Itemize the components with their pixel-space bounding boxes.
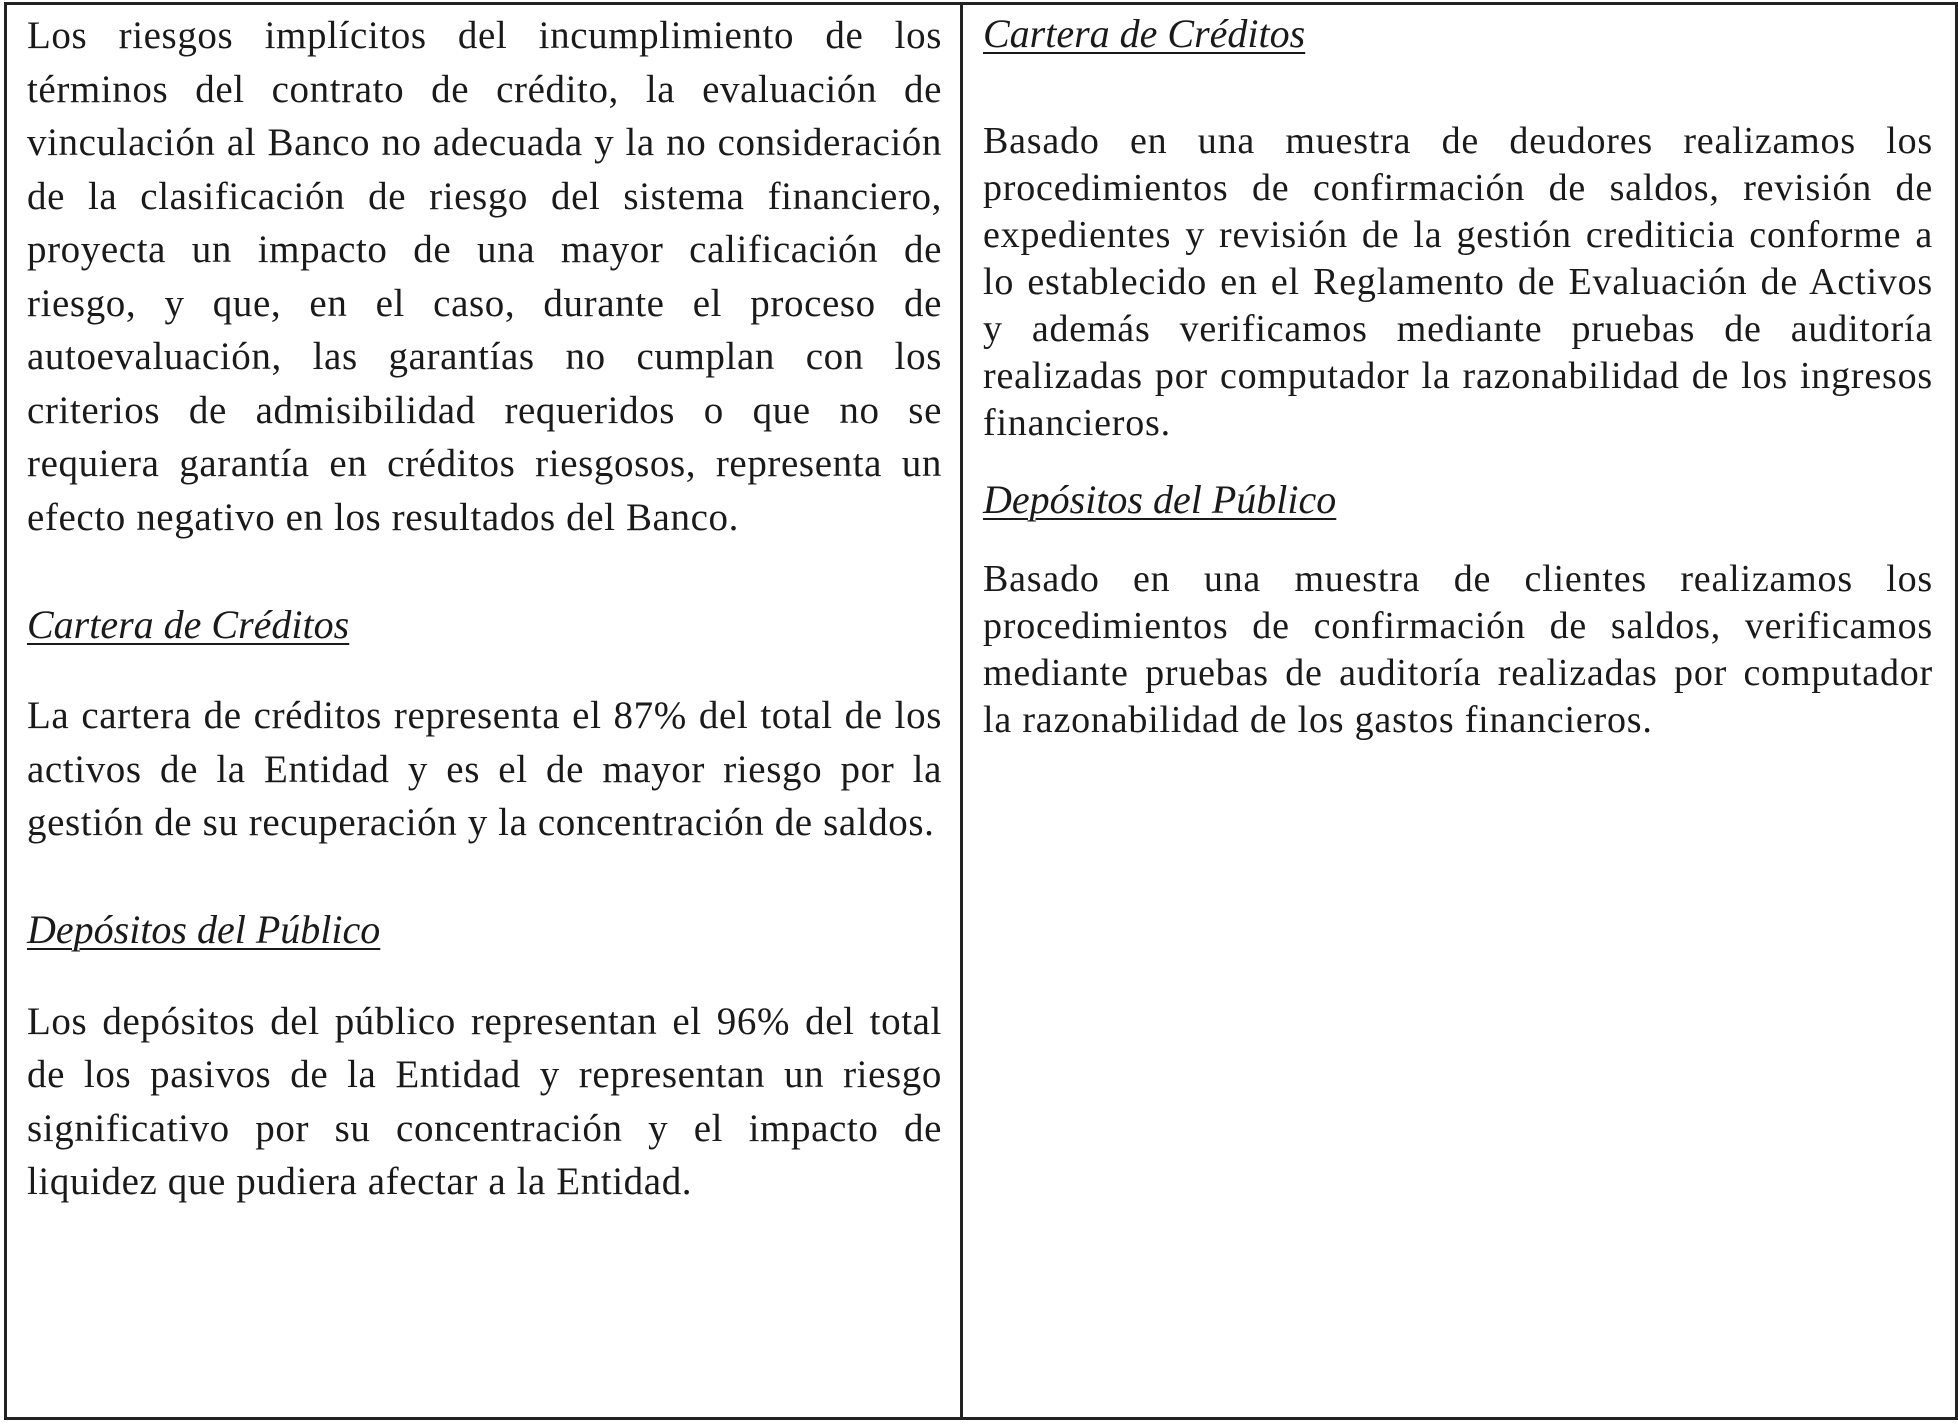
spacer bbox=[27, 850, 942, 904]
spacer bbox=[983, 526, 1933, 556]
spacer bbox=[27, 651, 942, 689]
cartera-creditos-paragraph: La cartera de créditos representa el 87% del total de los activos de la Entidad y es el de mayor riesgo por la gestión de su recuperación y la concentración de saldos. bbox=[27, 694, 942, 844]
audit-response-column bbox=[963, 5, 1955, 1417]
intro-paragraph: Los riesgos implícitos del incumplimiento de los términos del contrato de crédito, la evaluación de vinculación al Banco no adecuada y la no consideración de la clasificación de riesgo del sistema financiero, proyecta un impacto de una mayor calificación de riesgo, y que, en el caso, durante el proceso de autoevaluación, las garantías no cumplan con los criterios de admisibilidad requeridos o que no se requiera garantía en créditos riesgosos, representa un efecto negativo en los resultados del Banco. bbox=[27, 14, 942, 539]
depositos-publico-paragraph: Los depósitos del público representan el 96% del total de los pasivos de la Entidad y representan un riesgo significativo por su concentración y el impacto de liquidez que pudiera afectar a la Entidad. bbox=[27, 999, 942, 1203]
depositos-publico-heading: Depósitos del Público bbox=[27, 907, 381, 952]
audit-matters-table bbox=[4, 2, 1958, 1420]
cartera-creditos-heading: Cartera de Créditos bbox=[27, 601, 350, 647]
spacer bbox=[27, 957, 942, 995]
cartera-creditos-response-paragraph: Basado en una muestra de deudores realizamos los procedimientos de confirmación de saldos, revisión de expedientes y revisión de la gestión crediticia conforme a lo establecido en el Reglamento de Evaluación de Activos y además verificamos mediante pruebas de auditoría realizadas por computador la razonabilidad de los ingresos financieros. bbox=[983, 120, 1933, 444]
spacer bbox=[983, 60, 1933, 118]
cartera-creditos-response-heading: Cartera de Créditos bbox=[983, 11, 1306, 56]
depositos-publico-response-paragraph: Basado en una muestra de clientes realizamos los procedimientos de confirmación de saldos, verificamos mediante pruebas de auditoría realizadas por computador la razonabilidad de los gastos financieros. bbox=[983, 558, 1933, 741]
depositos-publico-response-heading: Depósitos del Público bbox=[983, 477, 1337, 522]
key-matter-column bbox=[7, 5, 963, 1417]
spacer bbox=[983, 447, 1933, 473]
spacer bbox=[27, 544, 942, 598]
